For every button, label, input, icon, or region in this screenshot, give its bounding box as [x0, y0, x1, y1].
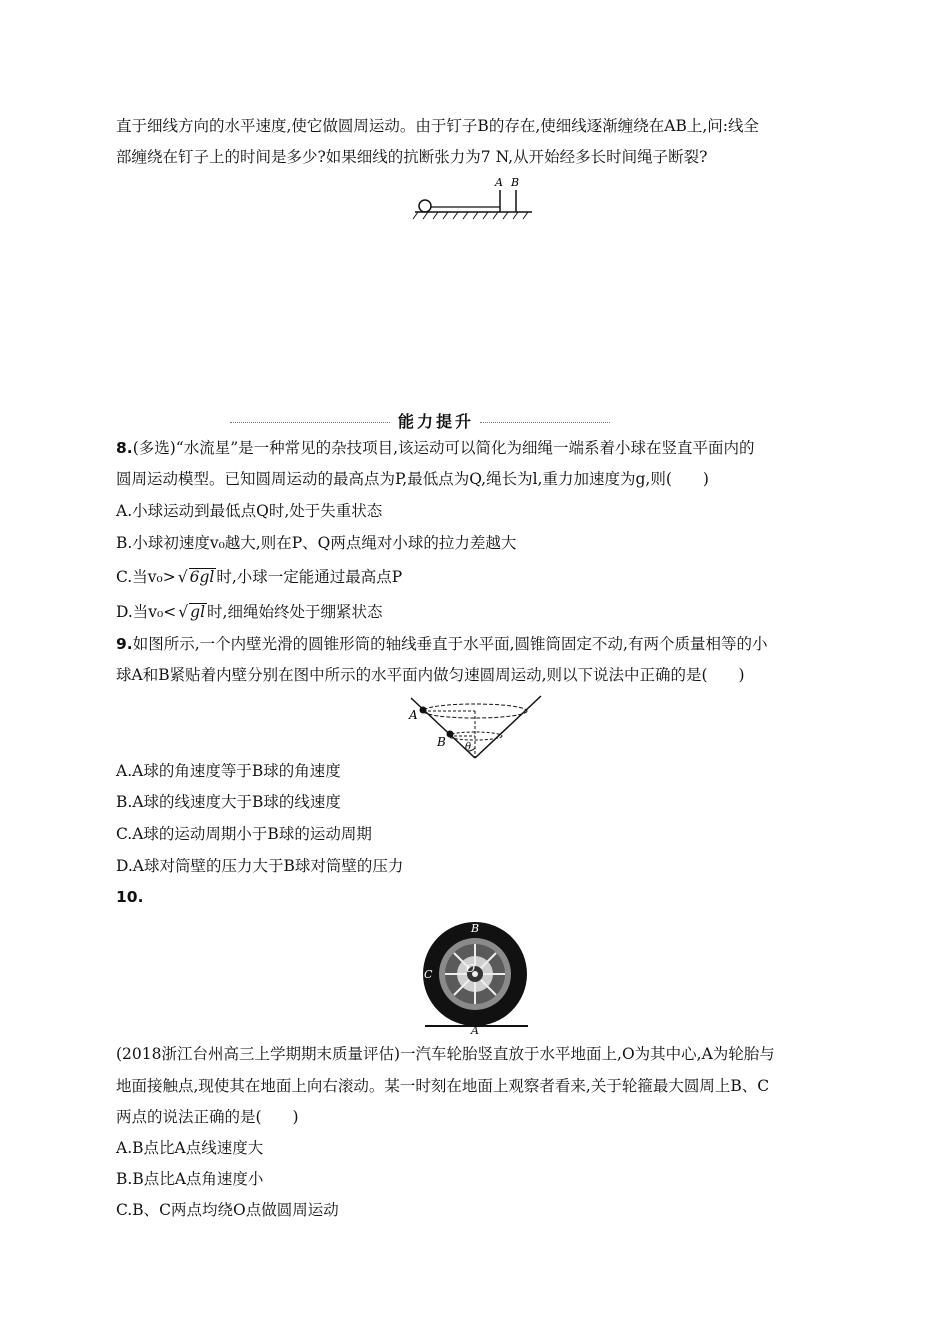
- q9-stem-text-1: 如图所示,一个内壁光滑的圆锥形筒的轴线垂直于水平面,圆锥筒固定不动,有两个质量相等的小: [132, 635, 768, 653]
- q8-stem-text-1: (多选)“水流星”是一种常见的杂技项目,该运动可以简化为细绳一端系着小球在竖直平面内的: [132, 439, 755, 457]
- q9-stem-line-2: 球A和B紧贴着内壁分别在图中所示的水平面内做匀速圆周运动,则以下说法中正确的是( ): [116, 666, 745, 684]
- q9-option-b: B.A球的线速度大于B球的线速度: [116, 793, 341, 811]
- banner-rule-right: [480, 422, 610, 423]
- q10-figure-label-b: B: [471, 922, 480, 935]
- q8-option-b: B.小球初速度v₀越大,则在P、Q两点绳对小球的拉力差越大: [116, 534, 517, 552]
- q9-figure-label-a: A: [409, 708, 418, 722]
- q10-option-b: B.B点比A点角速度小: [116, 1170, 264, 1188]
- q8-stem-line-1: [116, 437, 755, 459]
- sqrt-symbol: √: [177, 568, 188, 586]
- q9-option-c: C.A球的运动周期小于B球的运动周期: [116, 825, 372, 843]
- q7-figure-nail-diagram: [410, 172, 535, 222]
- q8-stem-line-2: 圆周运动模型。已知圆周运动的最高点为P,最低点为Q,绳长为l,重力加速度为g,则( ): [116, 470, 709, 488]
- q10-stem-line-1: (2018浙江台州高三上学期期末质量评估)一汽车轮胎竖直放于水平地面上,O为其中心,A为轮胎与: [116, 1045, 775, 1063]
- q9-figure-label-theta: θ: [465, 742, 472, 753]
- q8-number: 8.: [116, 439, 133, 457]
- q7-text-line-1: 直于细线方向的水平速度,使它做圆周运动。由于钉子B的存在,使细线逐渐缠绕在AB上,问:线全: [116, 117, 759, 135]
- sqrt-symbol: √: [178, 603, 189, 621]
- q10-number: [116, 886, 143, 908]
- q10-figure-tire: [410, 920, 540, 1035]
- q7-figure-label-b: B: [511, 176, 520, 189]
- q7-text-line-2: 部缠绕在钉子上的时间是多少?如果细线的抗断张力为7 N,从开始经多长时间绳子断裂?: [116, 148, 708, 166]
- q8-option-c-radicand: 6gl: [189, 568, 215, 586]
- q9-figure-cone: [405, 692, 555, 764]
- q9-stem-line-1: [116, 633, 767, 655]
- q10-figure-label-a: A: [471, 1024, 479, 1035]
- q10-number-text: 10.: [116, 888, 144, 906]
- q8-option-c-pre: C.当v₀>: [116, 568, 176, 586]
- q8-option-c-post: 时,小球一定能通过最高点P: [216, 568, 403, 586]
- q10-figure-label-c: C: [424, 968, 433, 981]
- section-banner: [230, 410, 610, 436]
- q10-option-a: A.B点比A点线速度大: [116, 1139, 264, 1157]
- q8-option-d: [116, 601, 382, 623]
- q8-option-d-post: 时,细绳始终处于绷紧状态: [207, 603, 383, 621]
- q8-option-d-radicand: gl: [190, 603, 206, 621]
- q10-stem-line-3: 两点的说法正确的是( ): [116, 1108, 299, 1126]
- q8-option-a: A.小球运动到最低点Q时,处于失重状态: [116, 502, 383, 520]
- q9-number: 9.: [116, 635, 133, 653]
- banner-rule-left: [230, 422, 390, 423]
- q9-option-a: A.A球的角速度等于B球的角速度: [116, 762, 341, 780]
- q10-figure-label-o: O: [466, 962, 476, 975]
- q10-stem-line-2: 地面接触点,现使其在地面上向右滚动。某一时刻在地面上观察者看来,关于轮箍最大圆周上B、C: [116, 1077, 770, 1095]
- q8-option-d-pre: D.当v₀<: [116, 603, 177, 621]
- q10-option-c: C.B、C两点均绕O点做圆周运动: [116, 1201, 339, 1219]
- q7-figure-label-a: A: [495, 176, 503, 189]
- q9-option-d: D.A球对筒壁的压力大于B球对筒壁的压力: [116, 857, 404, 875]
- section-title: 能力提升: [395, 410, 477, 434]
- q9-figure-label-b: B: [437, 735, 446, 749]
- q8-option-c: [116, 566, 402, 588]
